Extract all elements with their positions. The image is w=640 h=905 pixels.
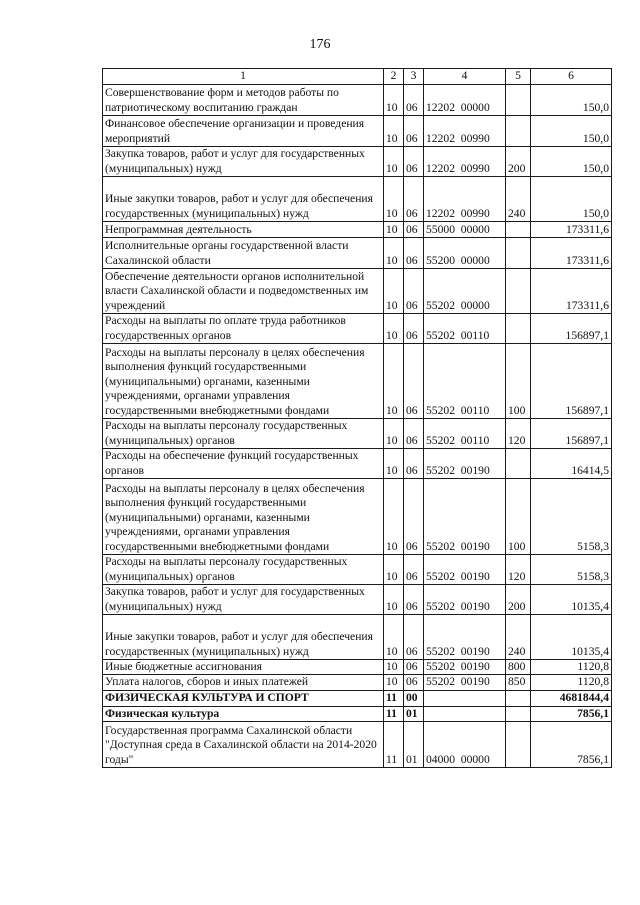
row-amount-cell: 150,0 (531, 177, 612, 222)
row-amount-cell: 156897,1 (531, 419, 612, 449)
row-amount-cell: 173311,6 (531, 222, 612, 238)
row-amount-cell: 173311,6 (531, 269, 612, 314)
row-expense-type-cell (506, 706, 531, 721)
row-section-cell: 10 (384, 238, 404, 269)
row-expense-type-cell (506, 722, 531, 768)
row-name-cell: Расходы на выплаты персоналу в целях обеспечения выполнения функций государственными (муниципальными) органами, казенными учреждениями, органами управления государственными внебюджетными фондами (103, 479, 384, 555)
row-expense-type-cell: 850 (506, 675, 531, 690)
row-expense-type-cell: 240 (506, 615, 531, 660)
table-row (103, 449, 612, 479)
row-amount-cell: 150,0 (531, 116, 612, 147)
row-expense-type-cell: 200 (506, 147, 531, 177)
row-expense-type-cell (506, 85, 531, 116)
row-amount-cell: 5158,3 (531, 479, 612, 555)
row-target-article-cell: 12202 00990 (424, 177, 506, 222)
row-subsection-cell: 06 (404, 238, 424, 269)
row-subsection-cell: 01 (404, 706, 424, 721)
row-name-cell: Уплата налогов, сборов и иных платежей (103, 675, 384, 690)
row-subsection-cell: 06 (404, 269, 424, 314)
row-target-article-cell: 55202 00190 (424, 675, 506, 690)
row-subsection-cell: 01 (404, 722, 424, 768)
row-subsection-cell: 06 (404, 85, 424, 116)
row-name-cell: Расходы на выплаты персоналу государственных (муниципальных) органов (103, 419, 384, 449)
row-section-cell: 10 (384, 419, 404, 449)
header-cell-expense-type: 5 (506, 69, 531, 85)
table-header-row (103, 69, 612, 85)
row-name-cell: Государственная программа Сахалинской области "Доступная среда в Сахалинской области на 2014-2020 годы" (103, 722, 384, 768)
row-name-cell: Расходы на обеспечение функций государственных органов (103, 449, 384, 479)
row-subsection-cell: 06 (404, 585, 424, 615)
table-row (103, 147, 612, 177)
row-expense-type-cell (506, 269, 531, 314)
row-subsection-cell: 06 (404, 419, 424, 449)
row-section-cell: 11 (384, 722, 404, 768)
row-name-cell: Иные закупки товаров, работ и услуг для обеспечения государственных (муниципальных) нужд (103, 177, 384, 222)
table-row (103, 85, 612, 116)
row-subsection-cell: 06 (404, 177, 424, 222)
row-name-cell: Совершенствование форм и методов работы по патриотическому воспитанию граждан (103, 85, 384, 116)
row-subsection-cell: 06 (404, 555, 424, 585)
row-section-cell: 11 (384, 690, 404, 706)
row-section-cell: 10 (384, 479, 404, 555)
row-name-cell: Закупка товаров, работ и услуг для государственных (муниципальных) нужд (103, 147, 384, 177)
row-name-cell: Непрограммная деятельность (103, 222, 384, 238)
table-row (103, 660, 612, 675)
row-name-cell: ФИЗИЧЕСКАЯ КУЛЬТУРА И СПОРТ (103, 690, 384, 706)
row-target-article-cell: 55202 00000 (424, 269, 506, 314)
table-row (103, 116, 612, 147)
row-subsection-cell: 06 (404, 222, 424, 238)
row-expense-type-cell: 100 (506, 479, 531, 555)
table-row (103, 238, 612, 269)
row-expense-type-cell (506, 449, 531, 479)
row-subsection-cell: 00 (404, 690, 424, 706)
table-row (103, 314, 612, 344)
row-target-article-cell: 55202 00190 (424, 660, 506, 675)
budget-table (102, 68, 612, 768)
row-target-article-cell (424, 706, 506, 721)
row-subsection-cell: 06 (404, 449, 424, 479)
table-row (103, 222, 612, 238)
row-section-cell: 10 (384, 449, 404, 479)
row-amount-cell: 7856,1 (531, 722, 612, 768)
row-amount-cell: 173311,6 (531, 238, 612, 269)
row-expense-type-cell: 100 (506, 344, 531, 419)
header-cell-amount: 6 (531, 69, 612, 85)
row-amount-cell: 1120,8 (531, 675, 612, 690)
row-target-article-cell: 55202 00190 (424, 585, 506, 615)
row-section-cell: 10 (384, 585, 404, 615)
row-target-article-cell (424, 690, 506, 706)
row-expense-type-cell: 240 (506, 177, 531, 222)
row-section-cell: 10 (384, 615, 404, 660)
row-target-article-cell: 55202 00110 (424, 419, 506, 449)
table-row (103, 690, 612, 706)
row-target-article-cell: 04000 00000 (424, 722, 506, 768)
row-subsection-cell: 06 (404, 675, 424, 690)
row-section-cell: 10 (384, 222, 404, 238)
row-expense-type-cell (506, 222, 531, 238)
table-row (103, 722, 612, 768)
row-amount-cell: 4681844,4 (531, 690, 612, 706)
row-amount-cell: 150,0 (531, 147, 612, 177)
row-section-cell: 10 (384, 344, 404, 419)
row-name-cell: Иные бюджетные ассигнования (103, 660, 384, 675)
row-amount-cell: 10135,4 (531, 615, 612, 660)
row-amount-cell: 1120,8 (531, 660, 612, 675)
table-row (103, 177, 612, 222)
row-target-article-cell: 55000 00000 (424, 222, 506, 238)
row-name-cell: Расходы на выплаты персоналу в целях обеспечения выполнения функций государственными (муниципальными) органами, казенными учреждениями, органами управления государственными внебюджетными фондами (103, 344, 384, 419)
row-subsection-cell: 06 (404, 116, 424, 147)
table-row (103, 344, 612, 419)
table-row (103, 706, 612, 721)
row-target-article-cell: 55202 00190 (424, 615, 506, 660)
row-target-article-cell: 55202 00190 (424, 555, 506, 585)
row-name-cell: Расходы на выплаты по оплате труда работников государственных органов (103, 314, 384, 344)
row-expense-type-cell (506, 238, 531, 269)
row-name-cell: Физическая культура (103, 706, 384, 721)
row-name-cell: Исполнительные органы государственной власти Сахалинской области (103, 238, 384, 269)
header-cell-section: 2 (384, 69, 404, 85)
table-row (103, 479, 612, 555)
table-row (103, 615, 612, 660)
table-row (103, 555, 612, 585)
table-row (103, 585, 612, 615)
row-name-cell: Обеспечение деятельности органов исполнительной власти Сахалинской области и подведомственных им учреждений (103, 269, 384, 314)
row-expense-type-cell: 200 (506, 585, 531, 615)
row-amount-cell: 7856,1 (531, 706, 612, 721)
row-section-cell: 10 (384, 660, 404, 675)
row-name-cell: Расходы на выплаты персоналу государственных (муниципальных) органов (103, 555, 384, 585)
budget-table-body (103, 69, 612, 768)
row-target-article-cell: 55202 00110 (424, 314, 506, 344)
row-target-article-cell: 55202 00190 (424, 449, 506, 479)
row-section-cell: 10 (384, 147, 404, 177)
header-cell-name: 1 (103, 69, 384, 85)
row-amount-cell: 16414,5 (531, 449, 612, 479)
row-subsection-cell: 06 (404, 344, 424, 419)
row-section-cell: 10 (384, 555, 404, 585)
row-section-cell: 10 (384, 177, 404, 222)
row-amount-cell: 10135,4 (531, 585, 612, 615)
row-subsection-cell: 06 (404, 314, 424, 344)
row-section-cell: 10 (384, 314, 404, 344)
row-section-cell: 10 (384, 85, 404, 116)
row-subsection-cell: 06 (404, 479, 424, 555)
row-section-cell: 10 (384, 116, 404, 147)
row-amount-cell: 156897,1 (531, 314, 612, 344)
page-number: 176 (309, 37, 331, 52)
row-target-article-cell: 12202 00000 (424, 85, 506, 116)
row-subsection-cell: 06 (404, 147, 424, 177)
row-amount-cell: 150,0 (531, 85, 612, 116)
header-cell-target-article: 4 (424, 69, 506, 85)
row-expense-type-cell: 120 (506, 419, 531, 449)
row-expense-type-cell (506, 690, 531, 706)
row-target-article-cell: 12202 00990 (424, 116, 506, 147)
row-target-article-cell: 55202 00110 (424, 344, 506, 419)
row-section-cell: 11 (384, 706, 404, 721)
row-target-article-cell: 55200 00000 (424, 238, 506, 269)
row-name-cell: Закупка товаров, работ и услуг для государственных (муниципальных) нужд (103, 585, 384, 615)
table-row (103, 675, 612, 690)
row-expense-type-cell (506, 314, 531, 344)
row-section-cell: 10 (384, 675, 404, 690)
row-section-cell: 10 (384, 269, 404, 314)
row-name-cell: Финансовое обеспечение организации и проведения мероприятий (103, 116, 384, 147)
row-subsection-cell: 06 (404, 615, 424, 660)
row-target-article-cell: 12202 00990 (424, 147, 506, 177)
row-expense-type-cell (506, 116, 531, 147)
row-amount-cell: 5158,3 (531, 555, 612, 585)
row-amount-cell: 156897,1 (531, 344, 612, 419)
row-expense-type-cell: 800 (506, 660, 531, 675)
row-target-article-cell: 55202 00190 (424, 479, 506, 555)
table-row (103, 419, 612, 449)
row-expense-type-cell: 120 (506, 555, 531, 585)
row-subsection-cell: 06 (404, 660, 424, 675)
header-cell-subsection: 3 (404, 69, 424, 85)
table-row (103, 269, 612, 314)
row-name-cell: Иные закупки товаров, работ и услуг для обеспечения государственных (муниципальных) нужд (103, 615, 384, 660)
